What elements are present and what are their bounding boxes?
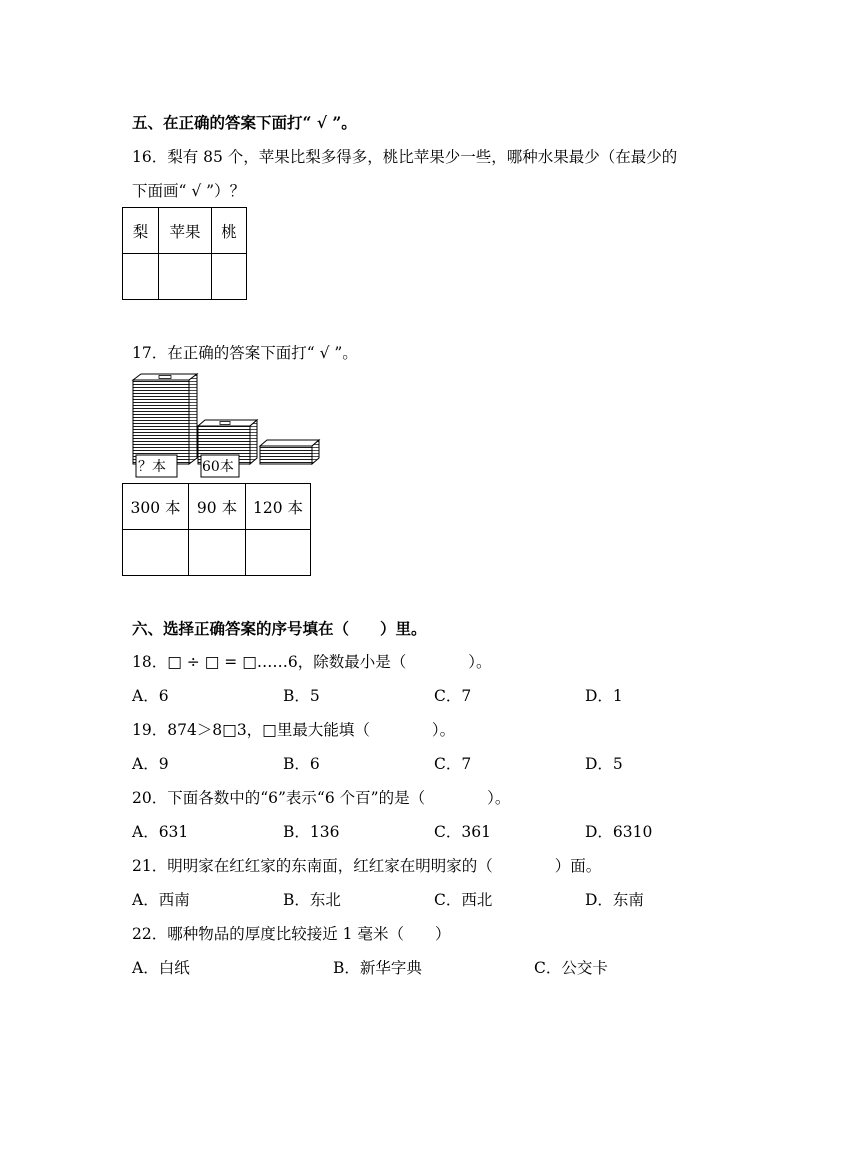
q17-header-120: 120 本 [246,484,311,530]
q21-option-c[interactable]: C．西北 [434,891,493,909]
q19-option-d[interactable]: D．5 [585,755,623,773]
q21-option-a[interactable]: A．西南 [132,891,190,909]
q22-option-c[interactable]: C．公交卡 [534,959,608,977]
q16-text-line2: 下面画“ √ ”）？ [132,182,246,200]
q17-answer-cell-300[interactable] [123,530,189,576]
q17-header-90: 90 本 [189,484,246,530]
q16-text-line1: 16．梨有 85 个，苹果比梨多得多，桃比苹果少一些，哪种水果最少（在最少的 [132,148,678,166]
q19-option-a[interactable]: A．9 [132,755,169,773]
q20-option-d[interactable]: D．6310 [585,823,653,841]
q18-option-a[interactable]: A．6 [132,687,169,705]
small-book-stack [260,440,319,464]
q17-answer-cell-90[interactable] [189,530,246,576]
q19-option-b[interactable]: B．6 [283,755,320,773]
q17-text: 17．在正确的答案下面打“ √ ”。 [132,344,358,362]
q22-stem: 22．哪种物品的厚度比较接近 1 毫米（ ） [132,925,451,943]
section-6-heading: 六、选择正确答案的序号填在（ ）里。 [132,619,427,638]
q17-header-300: 300 本 [123,484,189,530]
q19-option-c[interactable]: C．7 [434,755,472,773]
q18-option-d[interactable]: D．1 [585,687,623,705]
q16-answer-table [122,207,247,300]
q20-option-b[interactable]: B．136 [283,823,340,841]
section-5-heading: 五、在正确的答案下面打“ √ ”。 [132,113,357,132]
q16-answer-cell-apple[interactable] [159,254,212,300]
q20-stem: 20．下面各数中的“6”表示“6 个百”的是（ ）。 [132,789,511,807]
q16-answer-cell-peach[interactable] [212,254,247,300]
q20-option-a[interactable]: A．631 [132,823,189,841]
q21-stem: 21．明明家在红红家的东南面，红红家在明明家的（ ）面。 [132,857,602,875]
q18-option-c[interactable]: C．7 [434,687,472,705]
q16-header-peach: 桃 [212,208,247,254]
q19-stem: 19．874＞8□3，□里最大能填（ ）。 [132,721,456,739]
tall-stack-label: ？本 [138,459,166,475]
q21-option-b[interactable]: B．东北 [283,891,341,909]
q21-option-d[interactable]: D．东南 [585,891,644,909]
q22-option-a[interactable]: A．白纸 [132,959,190,977]
tall-book-stack [133,374,197,464]
q16-header-apple: 苹果 [159,208,212,254]
medium-stack-label: 60本 [202,459,234,475]
q17-answer-table [122,483,311,576]
q16-answer-cell-pear[interactable] [123,254,159,300]
q22-option-b[interactable]: B．新华字典 [333,959,422,977]
q20-option-c[interactable]: C．361 [434,823,491,841]
q16-header-pear: 梨 [123,208,159,254]
q18-option-b[interactable]: B．5 [283,687,320,705]
q18-stem: 18．□ ÷ □ = □……6，除数最小是（ ）。 [132,653,492,671]
q17-answer-cell-120[interactable] [246,530,311,576]
